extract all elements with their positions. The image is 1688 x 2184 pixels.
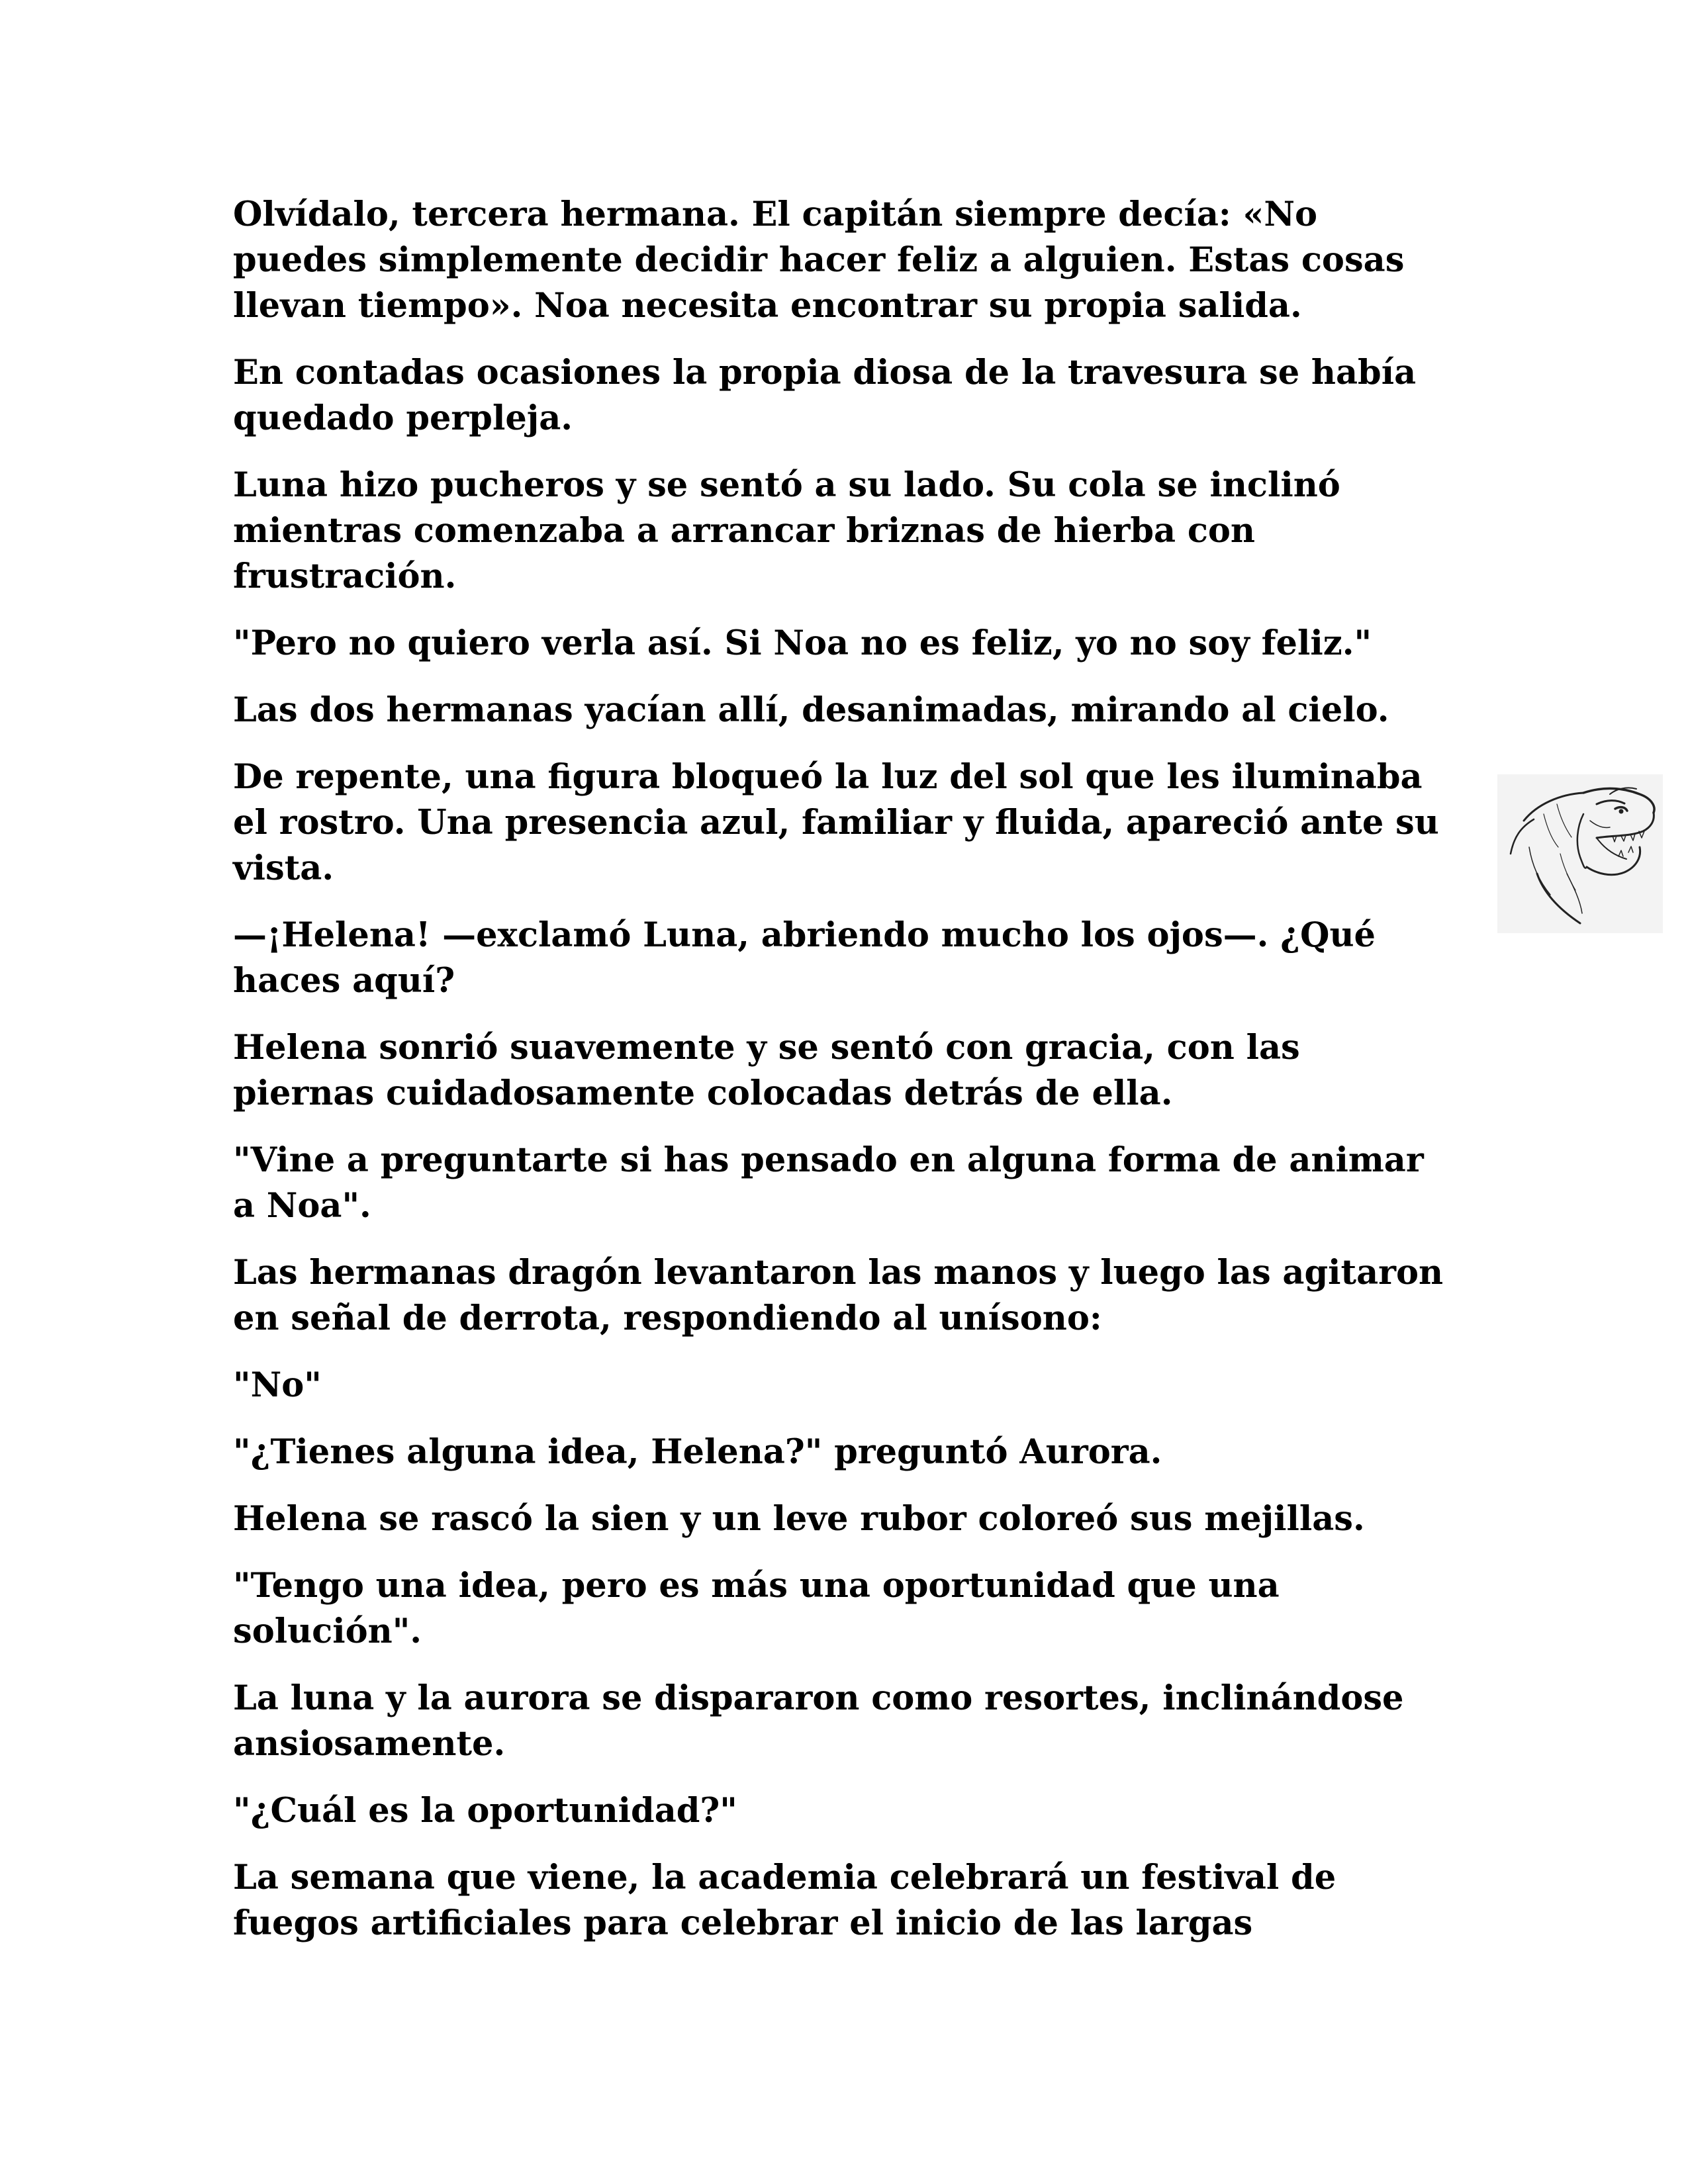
paragraph: "Vine a preguntarte si has pensado en alguna forma de animar a Noa". (233, 1140, 1424, 1226)
paragraph: Helena sonrió suavemente y se sentó con gracia, con las piernas cuidadosamente colocadas detrás de ella. (233, 1028, 1300, 1113)
paragraph: —¡Helena! —exclamó Luna, abriendo mucho los ojos—. ¿Qué haces aquí? (233, 915, 1376, 1001)
paragraph: "Pero no quiero verla así. Si Noa no es feliz, yo no soy feliz." (233, 623, 1372, 663)
story-text (233, 192, 1451, 1968)
paragraph: Olvídalo, tercera hermana. El capitán siempre decía: «No puedes simplemente decidir hacer feliz a alguien. Estas cosas llevan tiempo». Noa necesita encontrar su propia salida. (233, 195, 1405, 326)
paragraph: "¿Tienes alguna idea, Helena?" preguntó Aurora. (233, 1432, 1162, 1472)
paragraph: La semana que viene, la academia celebrará un festival de fuegos artificiales para celebrar el inicio de las largas (233, 1858, 1336, 1943)
dragon-head-sketch-icon (1497, 774, 1663, 933)
paragraph: De repente, una figura bloqueó la luz del sol que les iluminaba el rostro. Una presencia azul, familiar y fluida, apareció ante su vista. (233, 757, 1439, 888)
paragraph: En contadas ocasiones la propia diosa de la travesura se había quedado perpleja. (233, 353, 1417, 438)
paragraph: La luna y la aurora se dispararon como resortes, inclinándose ansiosamente. (233, 1678, 1404, 1764)
paragraph: Las dos hermanas yacían allí, desanimadas, mirando al cielo. (233, 690, 1389, 730)
paragraph: Helena se rascó la sien y un leve rubor coloreó sus mejillas. (233, 1499, 1365, 1539)
paragraph: Luna hizo pucheros y se sentó a su lado. Su cola se inclinó mientras comenzaba a arrancar briznas de hierba con frustración. (233, 465, 1340, 596)
paragraph: Las hermanas dragón levantaron las manos y luego las agitaron en señal de derrota, respondiendo al unísono: (233, 1253, 1444, 1338)
paragraph: "¿Cuál es la oportunidad?" (233, 1791, 737, 1831)
paragraph: "Tengo una idea, pero es más una oportunidad que una solución". (233, 1566, 1280, 1651)
paragraph: "No" (233, 1365, 322, 1405)
